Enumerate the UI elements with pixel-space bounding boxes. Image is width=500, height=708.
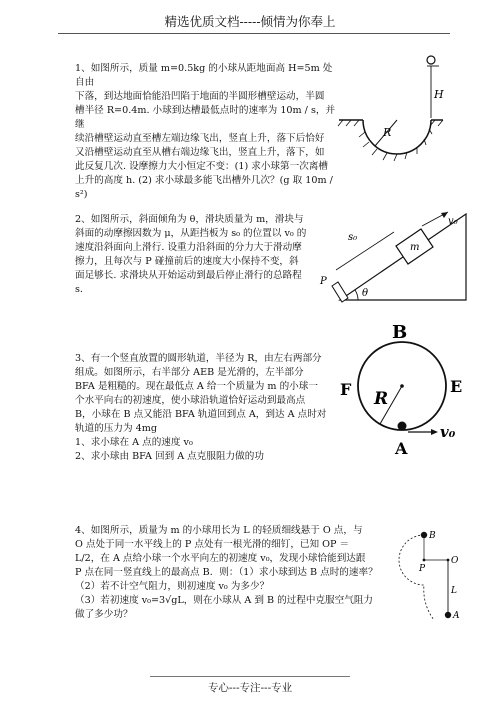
label-E: E — [450, 377, 463, 396]
label-F: F — [340, 380, 352, 399]
problem-4-line: （3）若初速度 v₀=3√gL，则在小球从 A 到 B 的过程中克服空气阻力 — [75, 595, 374, 606]
problem-1-line: 此反复几次. 设摩擦力大小恒定不变：(1) 求小球第一次离槽 — [75, 161, 328, 172]
problem-2-line: 面足够长. 求滑块从开始运动到最后停止滑行的总路程 — [75, 270, 302, 281]
s0-dimension — [336, 232, 394, 270]
label-R: R — [374, 389, 389, 409]
figure-4-pendulum — [392, 525, 470, 625]
angle-arc — [355, 290, 358, 300]
label-L: L — [451, 586, 457, 596]
problem-2-line: 斜面的动摩擦因数为 μ，从距挡板为 s₀ 的位置以 v₀ 的 — [75, 228, 307, 239]
label-P: P — [320, 276, 327, 287]
ball — [427, 56, 435, 64]
problem-1-line: 上升的高度 h. (2) 求小球最多能飞出槽外几次？(g 取 10m / s²) — [75, 175, 333, 200]
label-v0: v₀ — [448, 216, 458, 227]
trajectory-arc — [399, 535, 434, 620]
label-A: A — [395, 439, 408, 458]
figure-1-half-pipe — [335, 52, 445, 210]
point-B — [421, 532, 427, 538]
problem-3-line: BFA 是粗糙的。现在最低点 A 给一个质量为 m 的小球一 — [75, 381, 318, 392]
figure-2-incline — [318, 212, 468, 304]
label-v0: v₀ — [440, 423, 456, 441]
problem-1-line: 1、如图所示，质量 m=0.5kg 的小球从距地面高 H=5m 处自由 — [75, 63, 333, 88]
label-m: m — [410, 242, 420, 253]
v0-arrowhead — [431, 429, 438, 435]
problem-3-line: 1、求小球在 A 点的速度 v₀ — [75, 437, 193, 448]
point-A — [445, 612, 451, 618]
problem-2 — [75, 213, 325, 297]
label-H: H — [434, 88, 444, 101]
problem-1 — [75, 62, 337, 202]
point-O — [447, 559, 450, 562]
label-O: O — [451, 556, 459, 566]
problem-3-line: 组成。如图所示，右半部分 AEB 是光滑的，左半部分 — [75, 367, 304, 378]
figure-3-circular-track — [340, 320, 490, 460]
point-P — [423, 559, 426, 562]
problem-2-line: 速度沿斜面向上滑行. 设重力沿斜面的分力大于滑动摩 — [75, 242, 302, 253]
header-divider — [58, 33, 450, 34]
problem-1-line: 下落，到达地面恰能沿凹陷于地面的半圆形槽壁运动，半圆 — [75, 91, 325, 102]
label-P: P — [419, 564, 426, 574]
problem-1-line: 续沿槽壁运动直至槽左端边缘飞出，竖直上升，落下后恰好 — [75, 133, 325, 144]
problem-2-line: 2、如图所示，斜面倾角为 θ，滑块质量为 m，滑块与 — [75, 214, 304, 225]
problem-3-line: 轨道的压力为 4mg — [75, 423, 157, 434]
problem-4-line: O 点处于同一水平线上的 P 点处有一根光滑的细钉，已知 OP ＝ — [75, 539, 350, 550]
problem-3-line: 2、求小球由 BFA 回到 A 点克服阻力做的功 — [75, 451, 264, 462]
problem-1-line: 槽半径 R=0.4m. 小球到达槽最低点时的速率为 10m / s，并继 — [75, 105, 336, 130]
problem-3-line: B，小球在 B 点又能沿 BFA 轨道回到点 A，到达 A 点时对 — [75, 409, 327, 420]
problem-3-line: 3、有一个竖直放置的圆形轨道，半径为 R，由左右两部分 — [75, 353, 322, 364]
label-A: A — [453, 611, 460, 621]
problem-4-line: 4、如图所示，质量为 m 的小球用长为 L 的轻质细线悬于 O 点，与 — [75, 525, 363, 536]
label-B: B — [429, 531, 436, 541]
problem-4 — [75, 524, 387, 622]
problem-4-line: （2）若不计空气阻力，则初速度 v₀ 为多少？ — [75, 581, 270, 592]
baffle-P — [332, 282, 348, 302]
problem-4-line: P 点在同一竖直线上的最高点 B．则：（1）求小球到达 B 点时的速率？ — [75, 567, 378, 578]
problem-4-line: 做了多少功？ — [75, 609, 133, 620]
problem-2-line: 擦力，且每次与 P 碰撞前后的速度大小保持不变，斜 — [75, 256, 299, 267]
label-B: B — [392, 322, 408, 343]
problem-3 — [75, 352, 335, 464]
footer-divider — [150, 676, 350, 677]
problem-1-line: 又沿槽壁运动直至从槽右端边缘飞出，竖直上升，落下，如 — [75, 147, 325, 158]
problem-3-line: 个水平向右的初速度，使小球沿轨道恰好运动到最高点 — [75, 395, 306, 406]
groove-arc — [363, 120, 431, 154]
ball-A — [398, 422, 407, 431]
page-footer: 专心---专注---专业 — [207, 682, 293, 694]
problem-4-line: L/2，在 A 点给小球一个水平向左的初速度 v₀，发现小球恰能到达跟 — [75, 553, 366, 564]
problem-2-line: s. — [75, 284, 83, 295]
label-R: R — [383, 126, 392, 139]
label-theta: θ — [362, 288, 369, 299]
page-header: 精选优质文档-----倾情为你奉上 — [164, 14, 336, 29]
label-s0: s₀ — [348, 232, 358, 243]
